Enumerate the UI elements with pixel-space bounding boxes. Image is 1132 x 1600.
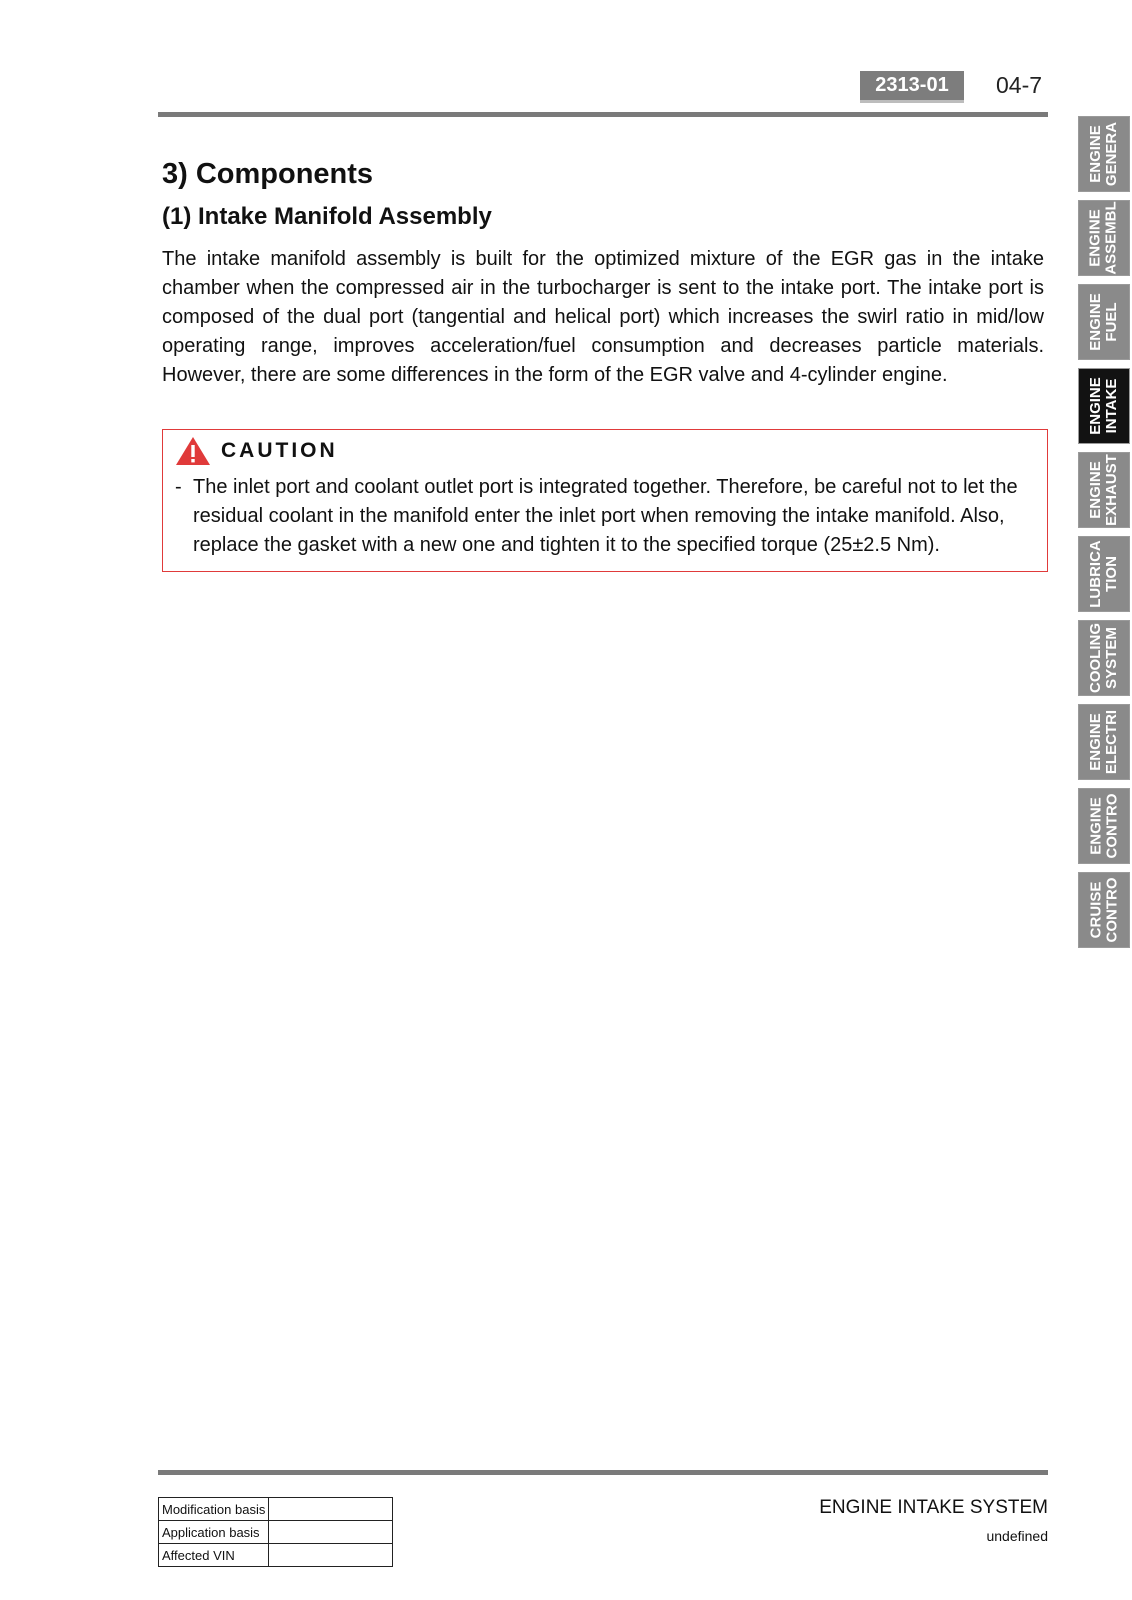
- caution-list: [175, 473, 1031, 560]
- chapter-tab-label: ENGINE ELECTRI: [1087, 709, 1121, 775]
- revision-value: [269, 1521, 393, 1544]
- revision-label: Application basis: [159, 1521, 269, 1544]
- chapter-tab-label: COOLING SYSTEM: [1087, 623, 1120, 693]
- table-row: [159, 1498, 393, 1521]
- chapter-tab-label: ENGINE EXHAUST: [1087, 454, 1120, 526]
- chapter-tab-label: CRUISE CONTRO: [1087, 877, 1120, 943]
- caution-item-dash: -: [175, 476, 182, 498]
- chapter-tab-engine-fuel[interactable]: [1078, 284, 1130, 360]
- revision-table: [158, 1497, 393, 1567]
- footer-rule: [158, 1470, 1048, 1475]
- table-row: [159, 1521, 393, 1544]
- chapter-tab-engine-electrical[interactable]: [1078, 704, 1130, 780]
- subsection-title: (1) Intake Manifold Assembly: [162, 203, 492, 230]
- revision-value: [269, 1544, 393, 1567]
- caution-item: [175, 473, 1031, 560]
- chapter-tab-engine-exhaust[interactable]: [1078, 452, 1130, 528]
- footer-subtitle: undefined: [986, 1528, 1048, 1544]
- chapter-tab-cruise-control[interactable]: [1078, 872, 1130, 948]
- chapter-tab-lubrication[interactable]: [1078, 536, 1130, 612]
- footer-title: ENGINE INTAKE SYSTEM: [819, 1497, 1048, 1518]
- caution-box: [162, 429, 1048, 572]
- caution-item-text: The inlet port and coolant outlet port is integrated together. Therefore, be careful not to let the residual coolant in the manifold enter the inlet port when removing the intake manifold. Also, replace the gasket with a new one and tighten it to the specified torque (25±2.5 Nm).: [193, 476, 1018, 556]
- chapter-tab-label: ENGINE ASSEMBL: [1087, 201, 1120, 275]
- table-row: [159, 1544, 393, 1567]
- chapter-tab-cooling-system[interactable]: [1078, 620, 1130, 696]
- chapter-tab-engine-intake[interactable]: [1078, 368, 1130, 444]
- chapter-tab-label: LUBRICA TION: [1087, 540, 1120, 608]
- chapter-tab-label: ENGINE CONTRO: [1087, 793, 1120, 859]
- chapter-tab-label: ENGINE INTAKE: [1087, 377, 1121, 435]
- body-paragraph: The intake manifold assembly is built for the optimized mixture of the EGR gas in the intake chamber when the compressed air in the turbocharger is sent to the intake port. The intake port is composed of the dual port (tangential and helical port) which increases the swirl ratio in mid/low operating range, improves acceleration/fuel consumption and decreases particle materials. However, there are some differences in the form of the EGR valve and 4-cylinder engine.: [162, 248, 1044, 386]
- revision-value: [269, 1498, 393, 1521]
- page-number: 04-7: [996, 72, 1043, 98]
- revision-label: Modification basis: [159, 1498, 269, 1521]
- header-rule: [158, 112, 1048, 117]
- chapter-tab-engine-general[interactable]: [1078, 116, 1130, 192]
- doc-code-badge: 2313-01: [860, 71, 964, 103]
- chapter-tab-label: ENGINE FUEL: [1087, 293, 1121, 351]
- chapter-tab-engine-assembly[interactable]: [1078, 200, 1130, 276]
- section-title: 3) Components: [162, 158, 374, 190]
- caution-header: [175, 436, 338, 466]
- chapter-tab-engine-control[interactable]: [1078, 788, 1130, 864]
- revision-label: Affected VIN: [159, 1544, 269, 1567]
- warning-triangle-icon: [175, 436, 211, 466]
- chapter-tab-label: ENGINE GENERA: [1087, 121, 1120, 187]
- caution-title: CAUTION: [221, 439, 338, 462]
